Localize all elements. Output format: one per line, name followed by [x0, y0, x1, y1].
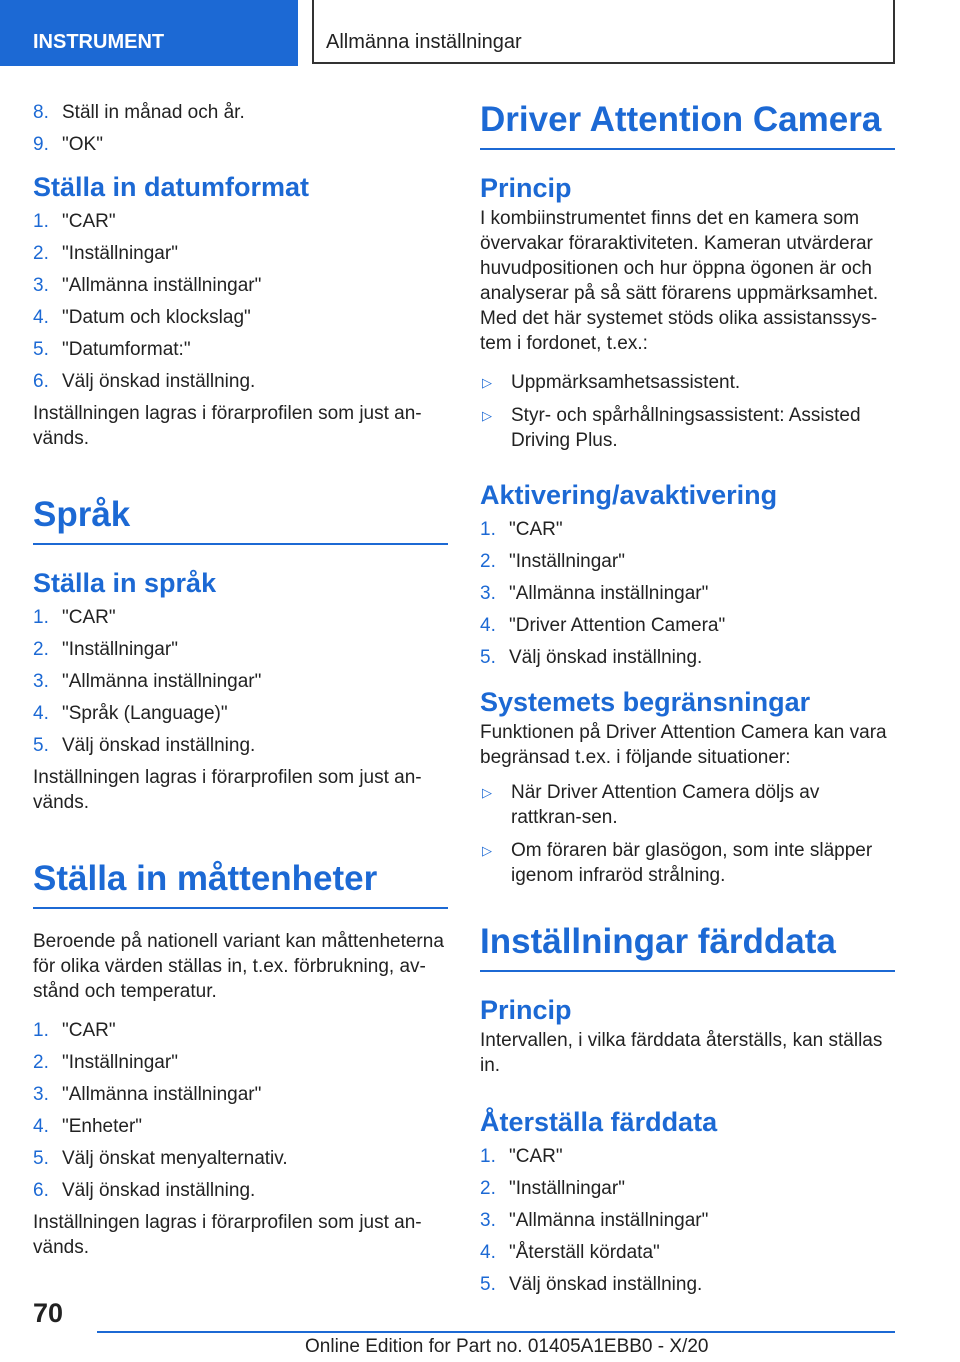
step-number: 2.: [33, 639, 49, 660]
list-item: [480, 780, 895, 830]
step-number: 5.: [480, 1274, 496, 1295]
list-item: [480, 581, 895, 606]
bullet-text: Styr- och spårhållningsassistent: Assisted Driving Plus.: [511, 405, 861, 451]
step-text: "Allmänna inställningar": [509, 583, 709, 604]
step-text: "OK": [62, 134, 103, 155]
step-text: "CAR": [509, 1146, 563, 1167]
list-item: [480, 403, 895, 453]
sprak-subheading: Ställa in språk: [33, 568, 217, 598]
list-item: [480, 549, 895, 574]
step-number: 3.: [33, 275, 49, 296]
aterstalla-heading: Återställa färddata: [480, 1107, 718, 1137]
step-number: 5.: [480, 647, 496, 668]
step-text: "Allmänna inställningar": [62, 671, 262, 692]
step-number: 6.: [33, 371, 49, 392]
list-item: [33, 1178, 448, 1203]
step-text: "Allmänna inställningar": [62, 1084, 262, 1105]
step-text: "Inställningar": [62, 1052, 178, 1073]
step-text: "Inställningar": [62, 639, 178, 660]
section-tab: INSTRUMENT: [0, 0, 298, 66]
step-list: [33, 605, 448, 758]
step-text: "Datum och klockslag": [62, 307, 251, 328]
step-text: Välj önskad inställning.: [509, 1274, 703, 1295]
step-number: 4.: [33, 703, 49, 724]
datumformat-heading: Ställa in datumformat: [33, 172, 310, 202]
begransningar-heading: Systemets begränsningar: [480, 687, 811, 717]
step-number: 2.: [480, 551, 496, 572]
list-item: [480, 1240, 895, 1265]
step-text: "Inställningar": [509, 551, 625, 572]
princip-text: Intervallen, i vilka färddata återställs, kan ställas in.: [480, 1030, 883, 1076]
step-text: "Enheter": [62, 1116, 143, 1137]
step-text: Välj önskat menyalternativ.: [62, 1148, 288, 1169]
step-text: Välj önskad inställning.: [62, 1180, 256, 1201]
list-item: [33, 1114, 448, 1139]
list-item: [33, 1050, 448, 1075]
step-list: [480, 1144, 895, 1297]
step-number: 3.: [480, 583, 496, 604]
list-item: [480, 1144, 895, 1169]
triangle-right-icon: ▷: [482, 843, 492, 858]
intro-text: Beroende på nationell variant kan måttenheterna för olika värden ställas in, t.ex. förbrukning, av-stånd och temperatur.: [33, 931, 444, 1002]
step-text: "Inställningar": [509, 1178, 625, 1199]
step-number: 4.: [480, 1242, 496, 1263]
step-list: [480, 517, 895, 670]
page-header: [0, 0, 960, 66]
step-number: 6.: [33, 1180, 49, 1201]
list-item: [33, 1082, 448, 1107]
left-column: [33, 100, 448, 1260]
footer-divider: [97, 1331, 895, 1333]
list-item: [33, 337, 448, 362]
list-item: [33, 1146, 448, 1171]
step-list: [33, 100, 448, 157]
step-number: 2.: [33, 243, 49, 264]
begransningar-text: Funktionen på Driver Attention Camera kan vara begränsad t.ex. i följande situationer:: [480, 722, 887, 768]
step-number: 2.: [480, 1178, 496, 1199]
list-item: [480, 645, 895, 670]
bullet-text: Om föraren bär glasögon, som inte släpper igenom infraröd strålning.: [511, 840, 873, 886]
list-item: [33, 733, 448, 758]
step-text: "Återställ kördata": [509, 1242, 660, 1263]
list-item: [480, 1176, 895, 1201]
triangle-right-icon: ▷: [482, 785, 492, 800]
dac-heading: Driver Attention Camera: [480, 100, 895, 150]
step-text: "CAR": [62, 1020, 116, 1041]
step-text: "Allmänna inställningar": [509, 1210, 709, 1231]
list-item: [33, 209, 448, 234]
step-text: Välj önskad inställning.: [62, 371, 256, 392]
step-text: "Datumformat:": [62, 339, 191, 360]
step-number: 1.: [33, 1020, 49, 1041]
list-item: [33, 1018, 448, 1043]
step-text: "Språk (Language)": [62, 703, 228, 724]
step-text: "Allmänna inställningar": [62, 275, 262, 296]
list-item: [480, 370, 895, 395]
step-text: "CAR": [62, 211, 116, 232]
list-item: [33, 605, 448, 630]
step-text: "CAR": [509, 519, 563, 540]
princip-heading: Princip: [480, 995, 572, 1025]
bullet-text: Uppmärksamhetsassistent.: [511, 372, 741, 393]
note-text: Inställningen lagras i förarprofilen som just an-vänds.: [33, 1212, 422, 1258]
step-text: Välj önskad inställning.: [509, 647, 703, 668]
step-number: 8.: [33, 102, 49, 123]
bullet-text: När Driver Attention Camera döljs av rattkran-sen.: [511, 782, 820, 828]
page-number: 70: [33, 1298, 64, 1328]
bullet-list: [480, 370, 895, 453]
triangle-right-icon: ▷: [482, 375, 492, 390]
step-number: 3.: [33, 1084, 49, 1105]
step-number: 1.: [33, 607, 49, 628]
list-item: [33, 241, 448, 266]
step-number: 5.: [33, 735, 49, 756]
step-number: 1.: [480, 1146, 496, 1167]
farddata-heading: Inställningar färddata: [480, 922, 895, 972]
list-item: [33, 273, 448, 298]
step-number: 4.: [480, 615, 496, 636]
step-text: "Driver Attention Camera": [509, 615, 726, 636]
step-list: [33, 209, 448, 394]
note-text: Inställningen lagras i förarprofilen som just an-vänds.: [33, 403, 422, 449]
step-list: [33, 1018, 448, 1203]
step-number: 9.: [33, 134, 49, 155]
list-item: [480, 1208, 895, 1233]
chapter-tab: Allmänna inställningar: [312, 0, 895, 64]
sprak-heading: Språk: [33, 495, 448, 545]
step-number: 1.: [33, 211, 49, 232]
list-item: [33, 132, 448, 157]
list-item: [33, 701, 448, 726]
step-number: 1.: [480, 519, 496, 540]
matt-heading: Ställa in måttenheter: [33, 859, 448, 909]
step-number: 4.: [33, 307, 49, 328]
list-item: [33, 637, 448, 662]
list-item: [480, 838, 895, 888]
princip-text: I kombiinstrumentet finns det en kamera som övervakar föraraktiviteten. Kameran utvärderar huvudpositionen och hur öppna ögonen är och analyserar på så sätt förarens uppmärksamhet. Med det här systemet stöds olika assistanssys-tem i fordonet, t.ex.:: [480, 208, 879, 354]
step-number: 3.: [33, 671, 49, 692]
list-item: [33, 369, 448, 394]
list-item: [480, 1272, 895, 1297]
step-text: Välj önskad inställning.: [62, 735, 256, 756]
right-column: [480, 100, 895, 1304]
list-item: [33, 305, 448, 330]
list-item: [480, 517, 895, 542]
step-text: "Inställningar": [62, 243, 178, 264]
list-item: [33, 100, 448, 125]
step-text: "CAR": [62, 607, 116, 628]
list-item: [480, 613, 895, 638]
list-item: [33, 669, 448, 694]
step-number: 5.: [33, 1148, 49, 1169]
step-number: 5.: [33, 339, 49, 360]
step-number: 2.: [33, 1052, 49, 1073]
step-number: 3.: [480, 1210, 496, 1231]
princip-heading: Princip: [480, 173, 572, 203]
edition-text: Online Edition for Part no. 01405A1EBB0 - X/20: [305, 1336, 709, 1357]
triangle-right-icon: ▷: [482, 408, 492, 423]
bullet-list: [480, 780, 895, 888]
step-text: Ställ in månad och år.: [62, 102, 245, 123]
step-number: 4.: [33, 1116, 49, 1137]
aktivering-heading: Aktivering/avaktivering: [480, 480, 778, 510]
note-text: Inställningen lagras i förarprofilen som just an-vänds.: [33, 767, 422, 813]
